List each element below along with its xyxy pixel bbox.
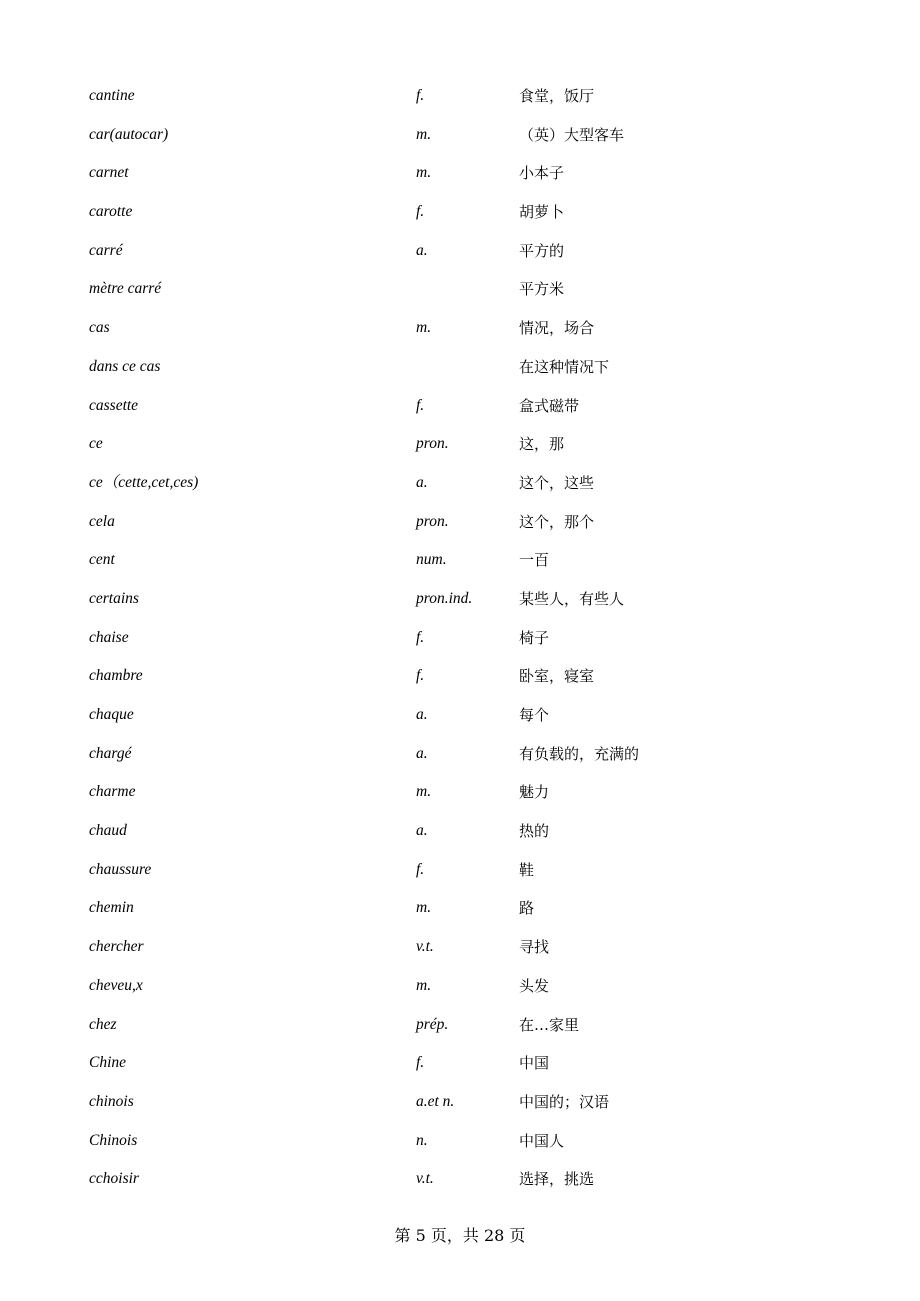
vocab-row <box>0 735 920 774</box>
chinese-meaning: 情况，场合 <box>519 319 595 338</box>
chinese-meaning: （英）大型客车 <box>519 125 625 144</box>
french-word: chercher <box>89 938 144 956</box>
vocab-row <box>0 889 920 928</box>
french-word: mètre carré <box>89 280 162 298</box>
french-word: charme <box>89 783 136 801</box>
part-of-speech: pron.ind. <box>416 589 473 607</box>
chinese-meaning: 平方米 <box>519 280 565 299</box>
french-word: cas <box>89 319 110 337</box>
chinese-meaning: 这，那 <box>519 435 565 454</box>
part-of-speech: f. <box>416 628 425 646</box>
part-of-speech: a. <box>416 473 428 491</box>
vocab-row <box>0 928 920 967</box>
vocab-row <box>0 77 920 116</box>
vocab-row <box>0 116 920 155</box>
chinese-meaning: 头发 <box>519 976 550 995</box>
chinese-meaning: 盒式磁带 <box>519 396 580 415</box>
vocab-row <box>0 696 920 735</box>
french-word: cassette <box>89 396 139 414</box>
chinese-meaning: 中国 <box>519 1054 550 1073</box>
chinese-meaning: 食堂，饭厅 <box>519 87 595 105</box>
part-of-speech: m. <box>416 125 432 143</box>
part-of-speech: prép. <box>416 1015 449 1033</box>
vocab-row <box>0 851 920 890</box>
french-word: carotte <box>89 203 133 221</box>
part-of-speech: f. <box>416 1054 425 1072</box>
french-word: chaise <box>89 628 129 646</box>
french-word: Chine <box>89 1054 127 1072</box>
part-of-speech: a. <box>416 241 428 259</box>
vocab-row <box>0 619 920 658</box>
vocab-row <box>0 309 920 348</box>
french-word: chaque <box>89 706 134 723</box>
vocab-row <box>0 1160 920 1199</box>
french-word: chambre <box>89 667 143 685</box>
part-of-speech: n. <box>416 1131 428 1149</box>
vocab-row <box>0 657 920 696</box>
chinese-meaning: 热的 <box>519 822 550 841</box>
part-of-speech: f. <box>416 860 425 878</box>
vocab-row <box>0 1006 920 1045</box>
part-of-speech: a.et n. <box>416 1092 455 1110</box>
french-word: cent <box>89 551 115 569</box>
part-of-speech: m. <box>416 164 432 182</box>
part-of-speech: f. <box>416 87 425 104</box>
chinese-meaning: 这个，那个 <box>519 512 595 531</box>
french-word: cela <box>89 512 115 530</box>
french-word: cantine <box>89 87 135 104</box>
vocab-row <box>0 270 920 309</box>
part-of-speech: m. <box>416 976 432 994</box>
french-word: cchoisir <box>89 1170 139 1188</box>
vocab-row <box>0 773 920 812</box>
vocab-row <box>0 812 920 851</box>
chinese-meaning: 在…家里 <box>519 1015 580 1034</box>
french-word: carré <box>89 241 123 259</box>
chinese-meaning: 中国的；汉语 <box>519 1092 610 1111</box>
chinese-meaning: 中国人 <box>519 1131 565 1150</box>
vocab-row <box>0 1083 920 1122</box>
part-of-speech: v.t. <box>416 1170 434 1188</box>
french-word: carnet <box>89 164 129 182</box>
part-of-speech: f. <box>416 396 425 414</box>
french-word: Chinois <box>89 1131 138 1149</box>
vocab-row <box>0 967 920 1006</box>
chinese-meaning: 一百 <box>519 551 550 570</box>
part-of-speech: m. <box>416 319 432 337</box>
part-of-speech: a. <box>416 744 428 762</box>
french-word: chargé <box>89 744 132 762</box>
vocabulary-list <box>0 77 920 1199</box>
french-word: chaud <box>89 822 127 840</box>
vocab-row <box>0 193 920 232</box>
vocab-row <box>0 425 920 464</box>
french-word: chez <box>89 1015 117 1033</box>
vocab-row <box>0 503 920 542</box>
chinese-meaning: 路 <box>519 899 535 918</box>
part-of-speech: m. <box>416 899 432 917</box>
chinese-meaning: 平方的 <box>519 241 565 260</box>
vocab-row <box>0 464 920 503</box>
part-of-speech: v.t. <box>416 938 434 956</box>
part-of-speech: f. <box>416 203 425 221</box>
chinese-meaning: 魅力 <box>519 783 550 802</box>
french-word: chaussure <box>89 860 152 878</box>
vocab-row <box>0 541 920 580</box>
french-word: cheveu,x <box>89 976 143 994</box>
part-of-speech: m. <box>416 783 432 801</box>
vocab-row <box>0 580 920 619</box>
french-word: chinois <box>89 1092 134 1110</box>
chinese-meaning: 每个 <box>519 706 550 724</box>
chinese-meaning: 卧室，寝室 <box>519 667 595 686</box>
french-word: certains <box>89 589 139 607</box>
chinese-meaning: 胡萝卜 <box>519 203 565 222</box>
vocab-row <box>0 387 920 426</box>
part-of-speech: num. <box>416 551 447 569</box>
chinese-meaning: 选择，挑选 <box>519 1170 595 1189</box>
vocab-row <box>0 1044 920 1083</box>
part-of-speech: pron. <box>416 512 449 530</box>
part-of-speech: f. <box>416 667 425 685</box>
vocab-row <box>0 1122 920 1161</box>
chinese-meaning: 小本子 <box>519 164 565 183</box>
page-number: 第 5 页，共 28 页 <box>394 1226 526 1245</box>
chinese-meaning: 寻找 <box>519 938 550 957</box>
chinese-meaning: 椅子 <box>519 628 550 647</box>
french-word: dans ce cas <box>89 357 161 375</box>
chinese-meaning: 在这种情况下 <box>519 357 610 376</box>
vocab-row <box>0 232 920 271</box>
page-footer <box>0 1222 920 1250</box>
french-word: ce（cette,cet,ces) <box>89 473 199 491</box>
chinese-meaning: 某些人，有些人 <box>519 589 625 608</box>
chinese-meaning: 有负载的，充满的 <box>519 744 640 763</box>
vocab-row <box>0 348 920 387</box>
part-of-speech: a. <box>416 706 428 723</box>
french-word: ce <box>89 435 103 453</box>
part-of-speech: a. <box>416 822 428 840</box>
french-word: chemin <box>89 899 134 917</box>
part-of-speech: pron. <box>416 435 449 453</box>
chinese-meaning: 鞋 <box>519 860 535 879</box>
chinese-meaning: 这个，这些 <box>519 473 595 492</box>
french-word: car(autocar) <box>89 125 169 143</box>
vocab-row <box>0 154 920 193</box>
